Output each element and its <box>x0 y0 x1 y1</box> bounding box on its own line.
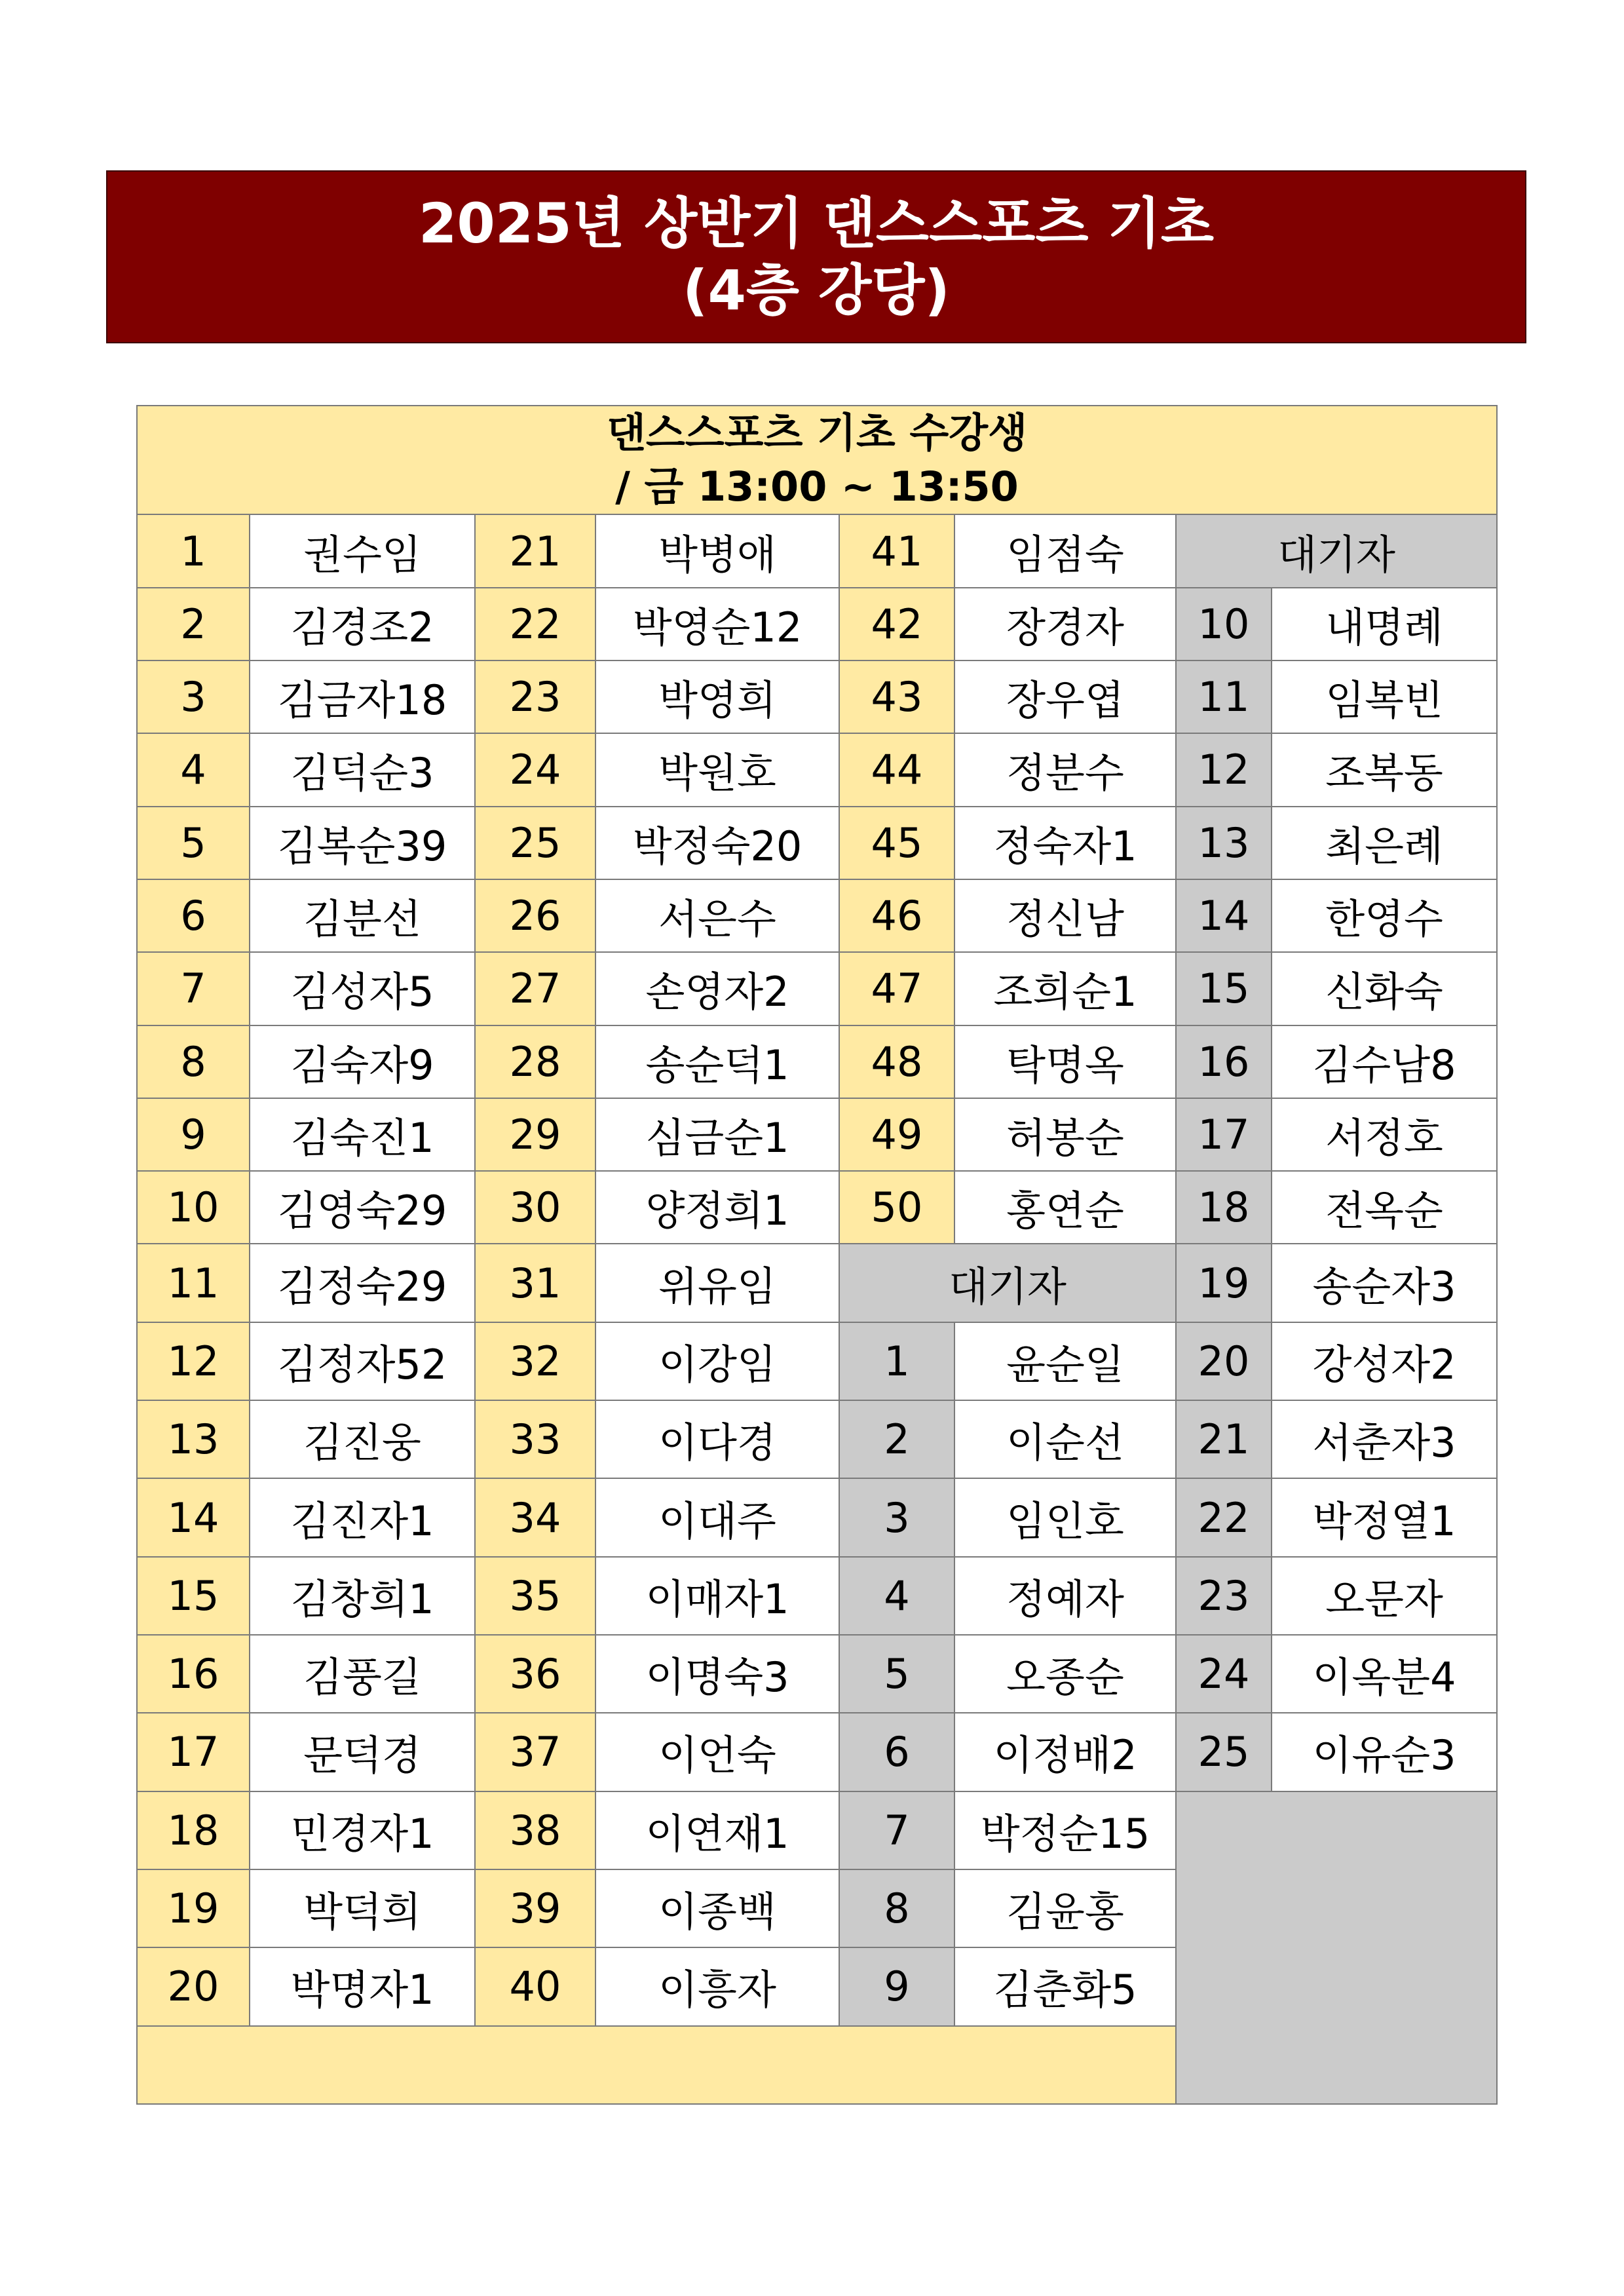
student-number: 22 <box>475 588 595 660</box>
student-number: 21 <box>475 514 595 587</box>
waitlist-name: 김수남8 <box>1272 1025 1497 1098</box>
waitlist-number: 19 <box>1176 1244 1272 1322</box>
student-name: 손영자2 <box>595 952 839 1025</box>
student-name: 김숙자9 <box>250 1025 475 1098</box>
student-name: 김덕순3 <box>250 733 475 806</box>
waitlist-name: 내명례 <box>1272 588 1497 660</box>
student-number: 23 <box>475 660 595 733</box>
student-number: 30 <box>475 1171 595 1244</box>
waitlist-number: 1 <box>839 1322 954 1400</box>
student-number: 38 <box>475 1791 595 1869</box>
student-number: 47 <box>839 952 954 1025</box>
student-name: 권수임 <box>250 514 475 587</box>
student-number: 44 <box>839 733 954 806</box>
table-header <box>137 406 1497 514</box>
student-number: 13 <box>137 1400 250 1478</box>
student-number: 24 <box>475 733 595 806</box>
title-line-1: 2025년 상반기 댄스스포츠 기초 <box>418 191 1215 256</box>
student-name: 문덕경 <box>250 1713 475 1791</box>
table-row <box>137 879 1497 952</box>
student-name: 김금자18 <box>250 660 475 733</box>
waitlist-name: 서춘자3 <box>1272 1400 1497 1478</box>
waitlist-header: 대기자 <box>1176 514 1497 587</box>
title-line-2: (4층 강당) <box>683 258 950 322</box>
student-name: 장우엽 <box>954 660 1176 733</box>
table-row <box>137 1171 1497 1244</box>
waitlist-name: 송순자3 <box>1272 1244 1497 1322</box>
waitlist-number: 22 <box>1176 1478 1272 1556</box>
student-number: 14 <box>137 1478 250 1556</box>
student-number: 37 <box>475 1713 595 1791</box>
student-number: 15 <box>137 1557 250 1635</box>
table-row <box>137 1025 1497 1098</box>
waitlist-number: 18 <box>1176 1171 1272 1244</box>
table-header-title: 댄스스포츠 기초 수강생 <box>607 409 1028 457</box>
table-row <box>137 1713 1497 1791</box>
waitlist-name: 전옥순 <box>1272 1171 1497 1244</box>
waitlist-number: 9 <box>839 1947 954 2025</box>
waitlist-number: 17 <box>1176 1098 1272 1171</box>
student-name: 이언숙 <box>595 1713 839 1791</box>
student-number: 50 <box>839 1171 954 1244</box>
student-name: 박정숙20 <box>595 807 839 879</box>
student-number: 48 <box>839 1025 954 1098</box>
waitlist-name: 오종순 <box>954 1635 1176 1713</box>
student-number: 12 <box>137 1322 250 1400</box>
student-name: 이종백 <box>595 1869 839 1947</box>
empty-footer-row <box>137 2026 1176 2104</box>
student-name: 김성자5 <box>250 952 475 1025</box>
student-name: 김정숙29 <box>250 1244 475 1322</box>
table-row <box>137 1557 1497 1635</box>
student-number: 10 <box>137 1171 250 1244</box>
waitlist-name: 서정호 <box>1272 1098 1497 1171</box>
student-number: 7 <box>137 952 250 1025</box>
waitlist-number: 16 <box>1176 1025 1272 1098</box>
student-name: 정분수 <box>954 733 1176 806</box>
student-number: 46 <box>839 879 954 952</box>
student-name: 이명숙3 <box>595 1635 839 1713</box>
student-name: 박병애 <box>595 514 839 587</box>
student-name: 홍연순 <box>954 1171 1176 1244</box>
waitlist-number: 21 <box>1176 1400 1272 1478</box>
student-number: 49 <box>839 1098 954 1171</box>
student-name: 김영숙29 <box>250 1171 475 1244</box>
table-row <box>137 952 1497 1025</box>
table-row <box>137 514 1497 587</box>
student-number: 20 <box>137 1947 250 2025</box>
student-number: 5 <box>137 807 250 879</box>
waitlist-number: 4 <box>839 1557 954 1635</box>
table-row <box>137 1635 1497 1713</box>
student-name: 김정자52 <box>250 1322 475 1400</box>
student-number: 34 <box>475 1478 595 1556</box>
student-name: 서은수 <box>595 879 839 952</box>
waitlist-name: 신화숙 <box>1272 952 1497 1025</box>
student-number: 17 <box>137 1713 250 1791</box>
waitlist-name: 박정열1 <box>1272 1478 1497 1556</box>
waitlist-name: 한영수 <box>1272 879 1497 952</box>
student-number: 42 <box>839 588 954 660</box>
student-number: 28 <box>475 1025 595 1098</box>
student-number: 43 <box>839 660 954 733</box>
student-number: 18 <box>137 1791 250 1869</box>
student-name: 조희순1 <box>954 952 1176 1025</box>
waitlist-name: 정예자 <box>954 1557 1176 1635</box>
student-name: 이다경 <box>595 1400 839 1478</box>
student-name: 박영순12 <box>595 588 839 660</box>
waitlist-number: 7 <box>839 1791 954 1869</box>
student-name: 이매자1 <box>595 1557 839 1635</box>
student-number: 4 <box>137 733 250 806</box>
student-name: 심금순1 <box>595 1098 839 1171</box>
student-name: 이흥자 <box>595 1947 839 2025</box>
waitlist-number: 11 <box>1176 660 1272 733</box>
student-name: 김분선 <box>250 879 475 952</box>
title-banner <box>106 170 1526 343</box>
student-name: 박영희 <box>595 660 839 733</box>
student-number: 19 <box>137 1869 250 1947</box>
waitlist-name: 강성자2 <box>1272 1322 1497 1400</box>
student-number: 27 <box>475 952 595 1025</box>
student-name: 이강임 <box>595 1322 839 1400</box>
student-name: 김복순39 <box>250 807 475 879</box>
student-number: 41 <box>839 514 954 587</box>
waitlist-number: 8 <box>839 1869 954 1947</box>
student-name: 임점숙 <box>954 514 1176 587</box>
student-number: 8 <box>137 1025 250 1098</box>
student-name: 정숙자1 <box>954 807 1176 879</box>
waitlist-name: 이순선 <box>954 1400 1176 1478</box>
student-number: 29 <box>475 1098 595 1171</box>
waitlist-name: 조복동 <box>1272 733 1497 806</box>
student-number: 33 <box>475 1400 595 1478</box>
student-number: 1 <box>137 514 250 587</box>
waitlist-name: 최은례 <box>1272 807 1497 879</box>
waitlist-name: 김윤홍 <box>954 1869 1176 1947</box>
student-name: 김경조2 <box>250 588 475 660</box>
student-name: 박원호 <box>595 733 839 806</box>
student-name: 위유임 <box>595 1244 839 1322</box>
student-name: 박명자1 <box>250 1947 475 2025</box>
waitlist-number: 12 <box>1176 733 1272 806</box>
table-row <box>137 1400 1497 1478</box>
student-name: 정신남 <box>954 879 1176 952</box>
student-name: 양정희1 <box>595 1171 839 1244</box>
waitlist-name: 박정순15 <box>954 1791 1176 1869</box>
student-name: 김진자1 <box>250 1478 475 1556</box>
waitlist-number: 3 <box>839 1478 954 1556</box>
waitlist-name: 김춘화5 <box>954 1947 1176 2025</box>
table-row <box>137 660 1497 733</box>
waitlist-number: 24 <box>1176 1635 1272 1713</box>
student-number: 26 <box>475 879 595 952</box>
table-row <box>137 807 1497 879</box>
table-row <box>137 1478 1497 1556</box>
waitlist-number: 15 <box>1176 952 1272 1025</box>
student-number: 2 <box>137 588 250 660</box>
waitlist-name: 윤순일 <box>954 1322 1176 1400</box>
student-name: 민경자1 <box>250 1791 475 1869</box>
student-number: 45 <box>839 807 954 879</box>
waitlist-header: 대기자 <box>839 1244 1176 1322</box>
student-number: 3 <box>137 660 250 733</box>
waitlist-number: 20 <box>1176 1322 1272 1400</box>
table-row <box>137 588 1497 660</box>
student-name: 김숙진1 <box>250 1098 475 1171</box>
waitlist-name: 이옥분4 <box>1272 1635 1497 1713</box>
table-row <box>137 1791 1497 1869</box>
student-number: 40 <box>475 1947 595 2025</box>
student-number: 39 <box>475 1869 595 1947</box>
table-row <box>137 1244 1497 1322</box>
student-number: 36 <box>475 1635 595 1713</box>
student-name: 허봉순 <box>954 1098 1176 1171</box>
student-number: 16 <box>137 1635 250 1713</box>
waitlist-name: 이정배2 <box>954 1713 1176 1791</box>
waitlist-name: 오문자 <box>1272 1557 1497 1635</box>
student-number: 9 <box>137 1098 250 1171</box>
waitlist-name: 임복빈 <box>1272 660 1497 733</box>
student-number: 31 <box>475 1244 595 1322</box>
waitlist-number: 2 <box>839 1400 954 1478</box>
student-name: 김창희1 <box>250 1557 475 1635</box>
student-name: 김풍길 <box>250 1635 475 1713</box>
student-number: 11 <box>137 1244 250 1322</box>
waitlist-number: 5 <box>839 1635 954 1713</box>
table-header-schedule: / 금 13:00 ~ 13:50 <box>615 463 1019 511</box>
student-number: 32 <box>475 1322 595 1400</box>
roster-table <box>136 405 1498 2105</box>
waitlist-name: 이유순3 <box>1272 1713 1497 1791</box>
waitlist-number: 14 <box>1176 879 1272 952</box>
student-name: 김진웅 <box>250 1400 475 1478</box>
waitlist-number: 13 <box>1176 807 1272 879</box>
student-number: 6 <box>137 879 250 952</box>
student-name: 장경자 <box>954 588 1176 660</box>
waitlist-number: 6 <box>839 1713 954 1791</box>
student-number: 25 <box>475 807 595 879</box>
waitlist-number: 25 <box>1176 1713 1272 1791</box>
student-name: 탁명옥 <box>954 1025 1176 1098</box>
student-name: 송순덕1 <box>595 1025 839 1098</box>
waitlist-number: 10 <box>1176 588 1272 660</box>
student-name: 이대주 <box>595 1478 839 1556</box>
table-row <box>137 733 1497 806</box>
table-row <box>137 1322 1497 1400</box>
waitlist-number: 23 <box>1176 1557 1272 1635</box>
waitlist-empty-area <box>1176 1791 1497 2104</box>
student-name: 이연재1 <box>595 1791 839 1869</box>
table-row <box>137 1098 1497 1171</box>
waitlist-name: 임인호 <box>954 1478 1176 1556</box>
student-number: 35 <box>475 1557 595 1635</box>
student-name: 박덕희 <box>250 1869 475 1947</box>
